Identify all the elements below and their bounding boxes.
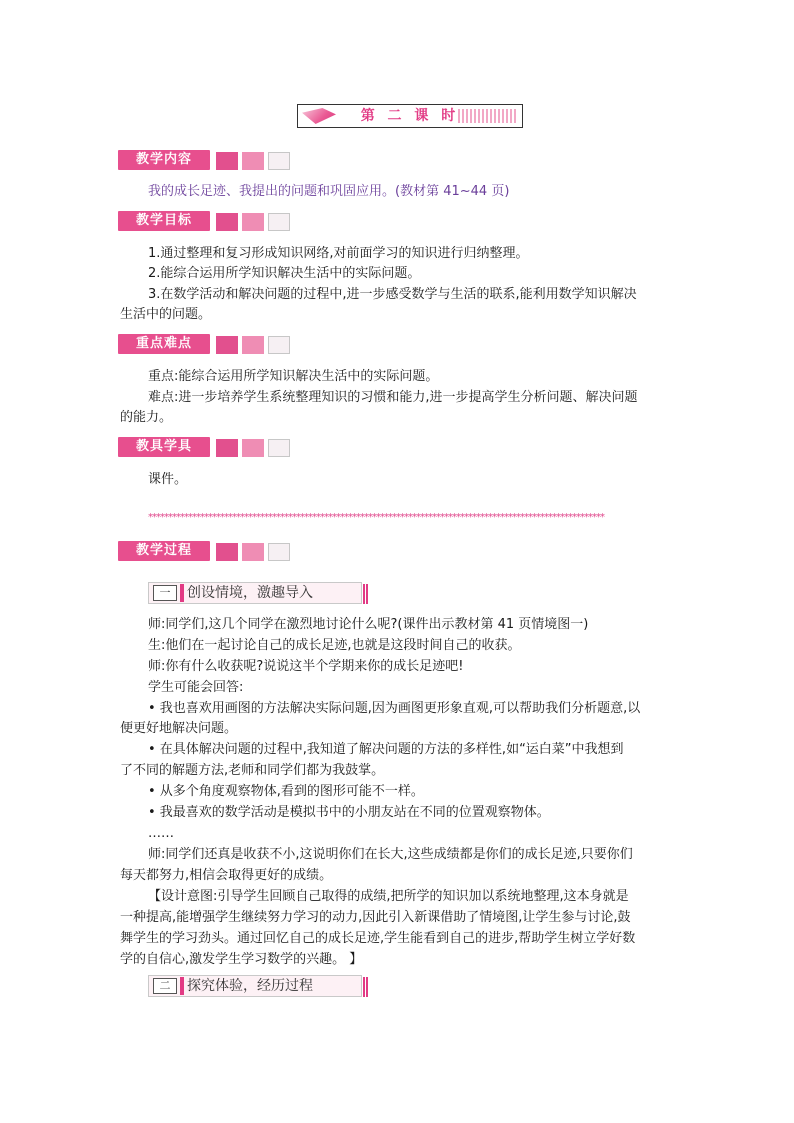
step-end-stripes (363, 584, 369, 604)
lesson-title-banner (297, 104, 523, 128)
decor-square (242, 152, 264, 170)
process-line: 生:他们在一起讨论自己的成长足迹,也就是这段时间自己的收获。 (148, 638, 521, 653)
design-intent-line: 舞学生的学习劲头。通过回忆自己的成长足迹,学生能看到自己的进步,帮助学生树立学好数 (120, 931, 636, 946)
decor-square (268, 152, 290, 170)
decor-square (268, 439, 290, 457)
key-line: 重点:能综合运用所学知识解决生活中的实际问题。 (148, 369, 439, 384)
section-label: 重点难点 (118, 334, 210, 354)
goal-line: 生活中的问题。 (120, 307, 212, 322)
step-number: 二 (153, 978, 177, 994)
step-accent-bar (180, 977, 184, 995)
step-banner-2 (148, 975, 362, 997)
star-divider: ****************************************************************************************************************** (148, 512, 604, 523)
decor-square (216, 543, 238, 561)
decor-square (242, 439, 264, 457)
content-line: 我的成长足迹、我提出的问题和巩固应用。(教材第 41~44 页) (148, 184, 510, 199)
process-line: 便更好地解决问题。 (120, 721, 238, 736)
tools-line: 课件。 (148, 472, 188, 487)
step-end-stripes (363, 977, 369, 997)
key-line: 难点:进一步培养学生系统整理知识的习惯和能力,进一步提高学生分析问题、解决问题 (148, 390, 638, 405)
process-line: • 从多个角度观察物体,看到的图形可能不一样。 (148, 784, 424, 799)
process-line: • 在具体解决问题的过程中,我知道了解决问题的方法的多样性,如“运白菜”中我想到 (148, 742, 624, 757)
decor-square (216, 439, 238, 457)
decor-square (268, 336, 290, 354)
process-line: 师:你有什么收获呢?说说这半个学期来你的成长足迹吧! (148, 659, 464, 674)
goal-line: 1.通过整理和复习形成知识网络,对前面学习的知识进行归纳整理。 (148, 246, 529, 261)
decor-square (216, 213, 238, 231)
process-line: 每天都努力,相信会取得更好的成绩。 (120, 868, 333, 883)
step-title: 创设情境，激趣导入 (187, 585, 313, 601)
goal-line: 3.在数学活动和解决问题的过程中,进一步感受数学与生活的联系,能利用数学知识解决 (148, 287, 637, 302)
decor-square (268, 213, 290, 231)
decor-square (242, 213, 264, 231)
decor-square (268, 543, 290, 561)
step-banner-1 (148, 582, 362, 604)
step-accent-bar (180, 584, 184, 602)
process-line: 学生可能会回答: (148, 680, 244, 695)
decor-square (216, 336, 238, 354)
design-intent-line: 【设计意图:引导学生回顾自己取得的成绩,把所学的知识加以系统地整理,这本身就是 (148, 889, 629, 904)
decor-square (242, 336, 264, 354)
section-label: 教具学具 (118, 437, 210, 457)
process-line: 了不同的解题方法,老师和同学们都为我鼓掌。 (120, 763, 385, 778)
decor-square (242, 543, 264, 561)
step-title: 探究体验，经历过程 (187, 978, 313, 994)
decor-square (216, 152, 238, 170)
process-line: • 我也喜欢用画图的方法解决实际问题,因为画图更形象直观,可以帮助我们分析题意,以 (148, 701, 641, 716)
process-line: • 我最喜欢的数学活动是模拟书中的小朋友站在不同的位置观察物体。 (148, 805, 550, 820)
section-label: 教学内容 (118, 150, 210, 170)
step-number: 一 (153, 585, 177, 601)
section-label: 教学过程 (118, 541, 210, 561)
section-label: 教学目标 (118, 211, 210, 231)
design-intent-line: 学的自信心,激发学生学习数学的兴趣。 】 (120, 952, 363, 967)
lesson-title: 第 二 课 时 (360, 108, 460, 124)
goal-line: 2.能综合运用所学知识解决生活中的实际问题。 (148, 266, 421, 281)
design-intent-line: 一种提高,能增强学生继续努力学习的动力,因此引入新课借助了情境图,让学生参与讨论,鼓 (120, 910, 631, 925)
process-line: 师:同学们还真是收获不小,这说明你们在长大,这些成绩都是你们的成长足迹,只要你们 (148, 847, 633, 862)
process-line: 师:同学们,这几个同学在激烈地讨论什么呢?(课件出示教材第 41 页情境图一) (148, 617, 589, 632)
process-line: …… (148, 826, 174, 841)
key-line: 的能力。 (120, 410, 173, 425)
